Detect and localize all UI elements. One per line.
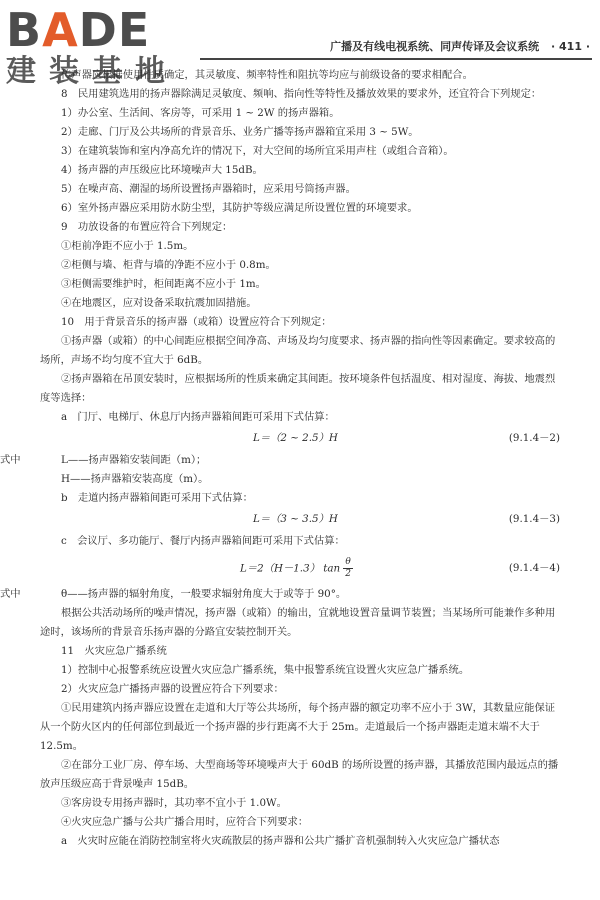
clause-8: 8 民用建筑选用的扬声器除满足灵敏度、频响、指向性等特性及播放效果的要求外，还宜符合下列规定：	[61, 88, 542, 100]
equation-number: (9.1.4－2)	[508, 432, 560, 444]
equation-formula: L＝（3 ~ 3.5）H	[253, 513, 338, 525]
clause-11: 11 火灾应急广播系统	[61, 645, 167, 657]
list-item: ④在地震区，应对设备采取抗震加固措施。	[61, 297, 257, 309]
variable-definition: H——扬声器箱安装高度（m）。	[61, 473, 209, 485]
equation-formula: L＝2（H－1.3） tan $\frac{\theta}{2}$	[240, 557, 351, 579]
logo-latin: BADE	[6, 3, 151, 57]
equation-number: (9.1.4－4)	[508, 562, 560, 574]
paragraph: 传声器应根据使用性质确定，其灵敏度、频率特性和阻抗等均应与前级设备的要求相配合。	[61, 69, 473, 81]
list-item: c 会议厅、多功能厅、餐厅内扬声器箱间距可采用下式估算：	[61, 535, 345, 547]
page-number: · 411 ·	[551, 40, 590, 53]
equation	[40, 427, 560, 451]
paragraph: ①民用建筑内扬声器应设置在走道和大厅等公共场所，每个扬声器的额定功率不应小于 3W，其数量应能保证从一个防火区内的任何部位到最近一个扬声器的步行距离不大于 25m。走道最后一个扬声器距走道末端不大于 12.5m。	[40, 702, 556, 752]
list-item: 5）在噪声高、潮湿的场所设置扬声器箱时，应采用号筒扬声器。	[61, 183, 356, 195]
equation	[40, 508, 560, 532]
list-item: ①柜前净距不应小于 1.5m。	[61, 240, 194, 252]
paragraph: ②扬声器箱在吊顶安装时，应根据场所的性质来确定其间距。按环境条件包括温度、相对湿度、海拔、地震烈度等选择：	[40, 373, 556, 404]
list-item: 4）扬声器的声压级应比环境噪声大 15dB。	[61, 164, 263, 176]
variable-definition: 式中 L——扬声器箱安装间距（m）；	[40, 451, 560, 470]
header-rule	[200, 58, 592, 60]
list-item: ③客房设专用扬声器时，其功率不宜小于 1.0W。	[61, 797, 287, 809]
page-body	[0, 66, 560, 851]
variable-definition: 式中 θ——扬声器的辐射角度，一般要求辐射角度大于或等于 90°。	[0, 588, 347, 600]
list-item: ④火灾应急广播与公共广播合用时，应符合下列要求：	[61, 816, 309, 828]
list-item: 2）火灾应急广播扬声器的设置应符合下列要求：	[61, 683, 284, 695]
list-item: ③柜侧需要维护时，柜间距离不应小于 1m。	[61, 278, 266, 290]
list-item: 1）控制中心报警系统应设置火灾应急广播系统，集中报警系统宜设置火灾应急广播系统。	[61, 664, 470, 676]
list-item: a 门厅、电梯厅、休息厅内扬声器箱间距可采用下式估算：	[61, 411, 335, 423]
list-item: 1）办公室、生活间、客房等，可采用 1 ~ 2W 的扬声器箱。	[61, 107, 340, 119]
paragraph: ②在部分工业厂房、停车场、大型商场等环境噪声大于 60dB 的场所设置的扬声器，其播放范围内最远点的播放声压级应高于背景噪声 15dB。	[40, 759, 559, 790]
list-item: 2）走廊、门厅及公共场所的背景音乐、业务广播等扬声器箱宜采用 3 ~ 5W。	[61, 126, 419, 138]
list-item: ②柜侧与墙、柜背与墙的净距不应小于 0.8m。	[61, 259, 276, 271]
equation-number: (9.1.4－3)	[508, 513, 560, 525]
equation-formula: L＝（2 ~ 2.5）H	[253, 432, 338, 444]
header-title: 广播及有线电视系统、同声传译及会议系统	[330, 40, 540, 53]
list-item: b 走道内扬声器箱间距可采用下式估算：	[61, 492, 253, 504]
list-item: 6）室外扬声器应采用防水防尘型，其防护等级应满足所设置位置的环境要求。	[61, 202, 418, 214]
paragraph: 根据公共活动场所的噪声情况，扬声器（或箱）的输出，宜就地设置音量调节装置；当某场所可能兼作多种用途时，该场所的背景音乐扬声器的分路宜安装控制开关。	[40, 607, 556, 638]
running-header	[300, 38, 590, 54]
logo-chinese: 建装基地	[6, 54, 178, 89]
list-item: a 火灾时应能在消防控制室将火灾疏散层的扬声器和公共广播扩音机强制转入火灾应急广播状态	[61, 835, 500, 847]
clause-9: 9 功放设备的布置应符合下列规定：	[61, 221, 233, 233]
clause-10: 10 用于背景音乐的扬声器（或箱）设置应符合下列规定：	[61, 316, 332, 328]
equation	[40, 551, 560, 585]
where-label: 式中	[0, 454, 21, 466]
fraction: $\frac{\theta}{2}$	[345, 557, 351, 579]
list-item: 3）在建筑装饰和室内净高允许的情况下，对大空间的场所宜采用声柱（或组合音箱）。	[61, 145, 454, 157]
paragraph: ①扬声器（或箱）的中心间距应根据空间净高、声场及均匀度要求、扬声器的指向性等因素确定。要求较高的场所，声场不均匀度不宜大于 6dB。	[40, 335, 556, 366]
